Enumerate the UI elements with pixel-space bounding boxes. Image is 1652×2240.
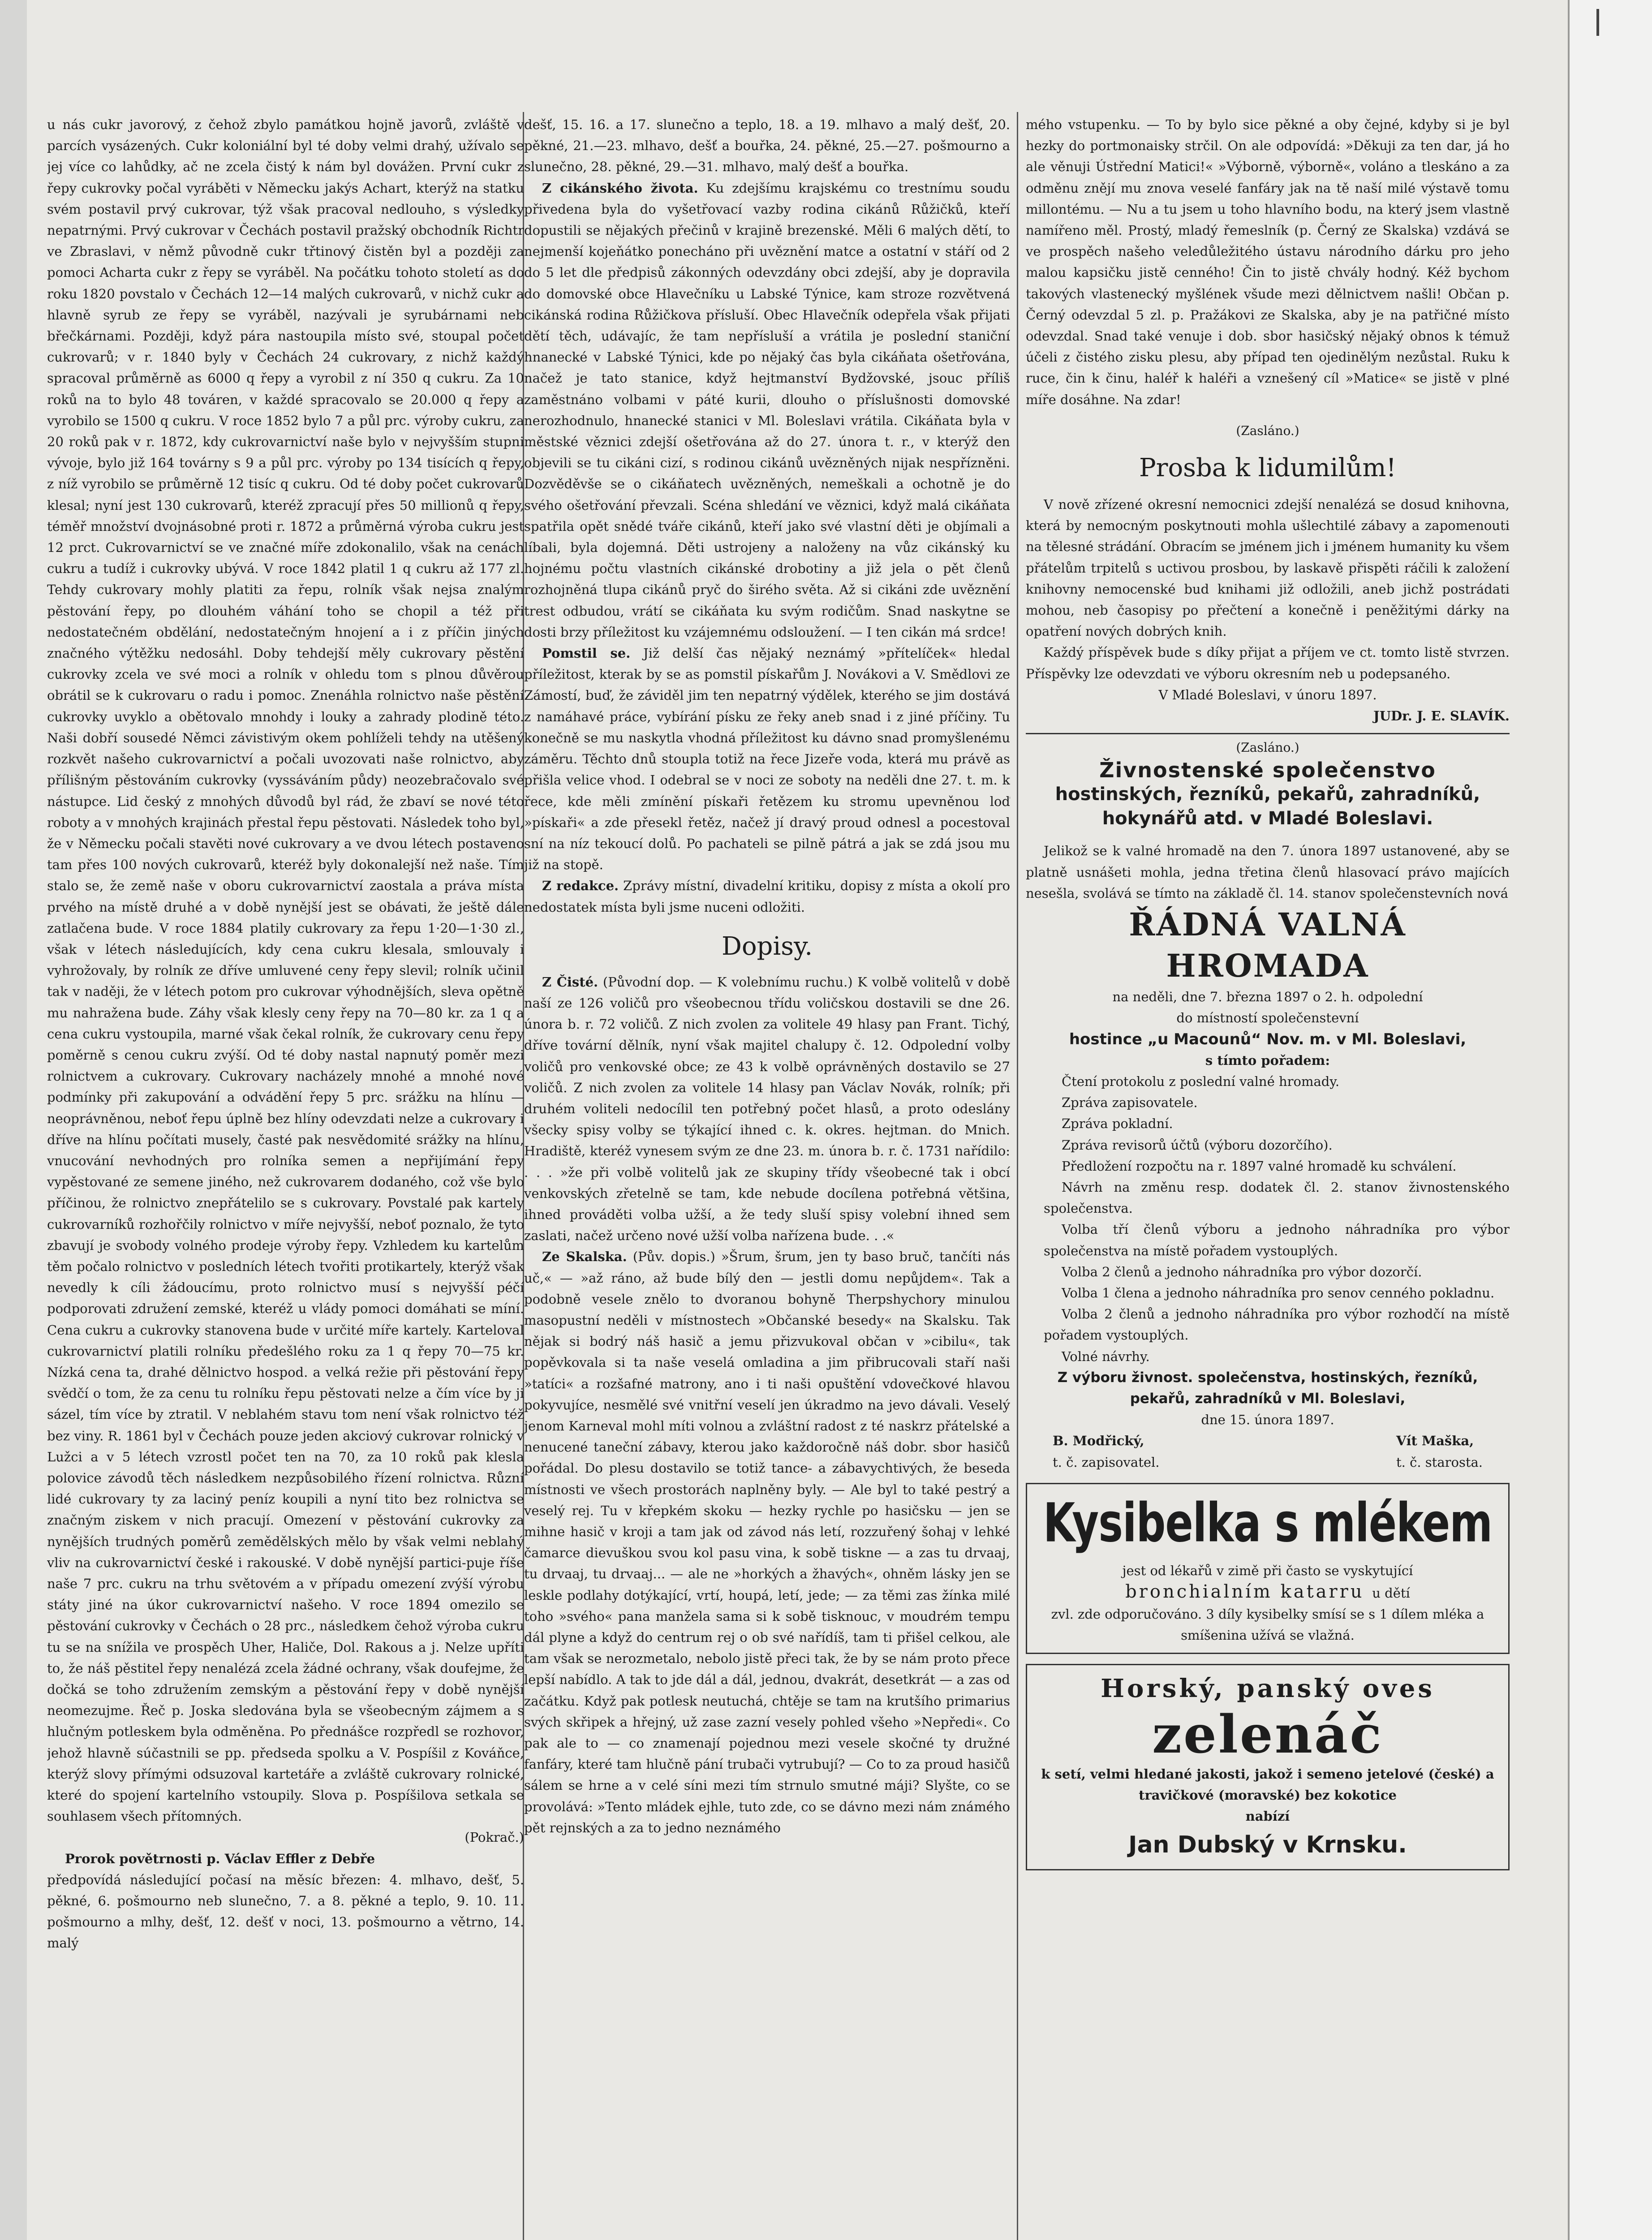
prosba-text-2: Každý příspěvek bude s díky přijat a příjem ve ct. tomto listě stvrzen. Příspěvky lze odevzdati ve výboru okresním neb u podepsaného. [1026, 645, 1510, 681]
signatures [1026, 1430, 1510, 1473]
kysibelka-line-3: u dětí [1372, 1585, 1410, 1601]
oves-heading: Horský, panský oves [1101, 1673, 1435, 1703]
page-margin-strip [1568, 0, 1652, 2240]
cikan-heading: Z cikánského života. [542, 180, 698, 196]
zaslano-label: (Zasláno.) [1236, 423, 1299, 438]
continued-note: (Pokrač.) [465, 1830, 524, 1845]
skalsko-heading: Ze Skalska. [542, 1249, 627, 1265]
kysibelka-line-2: bronchialním katarru [1125, 1581, 1364, 1602]
signature-role: t. č. zapisovatel. [1053, 1454, 1160, 1470]
signature-role: t. č. starosta. [1396, 1454, 1483, 1470]
sugar-article-text: u nás cukr javorový, z čehož zbylo památkou hojně javorů, zvláště v parcích vysázených. Cukr koloniální byl té doby velmi drahý, užívalo se jej více co lahůdky, ač ne zcela čistý k nám byl dovážen. První cukr z řepy cukrovky počal vyráběti v Německu jakýs Achart, kterýž na statku svém postavil prvý cukrovar, týž však pracoval nedlouho, s výsledky nepatrnými. Prvý cukrovar v Čechách postavil pražský obchodník Richtr ve Zbraslavi, v němž původně cukr třtinový čistěn byl a později za pomoci Acharta cukr z řepy se vyráběl. Na počátku tohoto století as do roku 1820 povstalo v Čechách 12—14 malých cukrovarů, v nichž cukr a hlavně syrub ze řepy se vyráběl, nazývali je syrubárnami neb břečkárnami. Později, když pára nastoupila místo své, stoupal počet cukrovarů; v r. 1840 byly v Čechách 24 cukrovary, z nichž každý spracoval průměrně as 6000 q řepy a vyrobil z ní 350 q cukru. Za 10 roků na to bylo 48 továren, v každé spracovalo se 20.000 q řepy a vyrobilo se 1500 q cukru. V roce 1852 bylo 7 a půl prc. výroby cukru, za 20 roků pak v r. 1872, kdy cukrovarnictví naše bylo v nejvyšším stupni vývoje, bylo již 164 továrny s 9 a půl prc. výroby po 134 tisících q řepy, z níž vyrobilo se průměrně 12 tisíc q cukru. Od té doby počet cukrovarů klesal; nyní jest 130 cukrovarů, kteréž zpracují přes 50 millionů q řepy, téměř množství dvojnásobné proti r. 1872 a průměrná výroba cukru jest 12 prct. Cukrovarnictví se ve značné míře zdokonalilo, však na cenách cukru a tudíž i cukrovky ubývá. V roce 1842 platil 1 q cukru až 177 zl. Tehdy cukrovary mohly platiti za řepu, rolník však nejsa znalým pěstování řepy, po dlouhém váhání toho se chopil a též při nedostatečném obdělání, nedostatečným hnojení a i z příčin jiných značného výtěžku nedosáhl. Doby tehdejší měly cukrovary pěstění cukrovky zcela ve své moci a rolník v ohledu tom s plnou důvěrou obrátil se k cukrovaru o radu i pomoc. Znenáhla rolnictvo naše pěstění cukrovky uvyklo a obětovalo mnohdy i louky a zahrady plodině této. Naši dobří sousedé Němci závistivým okem pohlíželi tehdy na utěšený rozkvět našeho cukrovarnictví a počali uvozovati naše rolnictvo, aby přílišným pěstováním cukrovky (vyssáváním půdy) neozebračovalo své nástupce. Lid český z mnohých důvodů byl rád, že zbaví se nové této roboty a v mnohých krajinách přestal řepu pěstovati. Následek toho byl, že v Německu počali stavěti nové cukrovary a ve dvou létech postaveno tam přes 100 nových cukrovarů, kteréž byly dokonalejší než naše. Tím stalo se, že země naše v oboru cukrovarnictví zaostala a práva místa prvého na místě druhé a v době nynější jest se obávati, že ještě dále zatlačena bude. V roce 1884 platily cukrovary za řepu 1·20—1·30 zl., však v létech následujících, kdy cena cukru klesala, smlouvaly i vyhrožovaly, by rolník ze dříve umluvené ceny řepy slevil; rolník učinil tak v naději, že v létech potom pro cukrovar výhodnějších, sleva opětně mu nahražena bude. Záhy však klesly ceny řepy na 70—80 kr. za 1 q a cena cukru vystoupila, marné však čekal rolník, že cukrovary cenu řepy poměrně s cenou cukru zvýší. Od té doby nastal napnutý poměr mezi rolnictvem a cukrovary. Cukrovary nacházely mnohé a mnohé nové podmínky při zakupování a odvádění řepy 5 prc. srážku na hlínu — neoprávněnou, neboť řepu úplně bez hlíny odevzdati nelze a cukrovary i dříve na hlínu počítati musely, časté pak nesvědomité srážky na hlínu, vnucování nevhodných pro rolníka semen a nepřijímání řepy vypěstované ze semene jiného, než cukrovarem dodaného, což vše bylo příčinou, že rolnictvo znepřátelilo se s cukrovary. Povstalé pak kartely cukrovarníků rozhořčily rolnictvo v míře nejvyšší, neboť poznalo, že tyto zbavují je svobody volného prodeje výroby řepy. Vzhledem ku kartelům těm počalo rolnictvo v posledních létech tvořiti protikartely, kterýž však nevedly k cíli žádoucímu, proto rolnictvo musí s nejvyšší péčí podporovati združení zemské, kteréž u vlády pomoci domáhati se míní. Cena cukru a cukrovky stanovena bude v určité míře kartely. Karteloval cukrovarnictví platili rolníku předešlého roku za 1 q řepy 70—75 kr. Nízká cena ta, drahé dělnictvo hospod. a velká režie při pěstování řepy svědčí o tom, že za cenu tu rolníku řepu pěstovati nelze a čím více by ji sázel, tím více by ztratil. V neblahém stavu tom není však rolnictvo též bez viny. R. 1861 byl v Čechách pouze jeden akciový cukrovar rolnický v Lužci a v 5 létech vzrostl počet ten na 70, za 10 roků pak klesla polovice závodů těch následkem nezpůsobilého řízení rolnictva. Různí lidé cukrovary ty za laciný peníz koupili a nyní tito bez rolnictva se značným ziskem v nich pracují. Omezení v pěstování cukrovky za nynějších trudných poměrů zemědělských mělo by však velmi neblahý vliv na cukrovarnictví české i rakouské. V době nynější partici-puje říše naše 7 prc. cukru na trhu světovém a v případu omezení zvýší výrobu státy jiné na úkor cukrovarnictví našeho. V roce 1894 omezilo se pěstování cukrovky v Čechách o 28 prc., následkem čehož výroba cukru tu se na snížila ve prospěch Uher, Haliče, Dol. Rakous a j. Nelze upříti to, že náš pěstitel řepy nenalézá zcela žádné ochrany, však doufejme, že dočká se toho združením zemským a pěstování řepy v době nynější neomezujme. Řeč p. Joska sledována byla se všeobecným zájmem a s hlučným potleskem byla odměněna. Po přednášce rozpředl se rozhovor, jehož hlavně súčastnili se pp. předseda spolku a V. Pospíšil z Kováňce, kterýž slovy přímými odsuzoval kartetáře a zvláště cukrovary rolnické, které do spojení kartelního vstoupily. Slova p. Pospíšilova setkala se souhlasem všech přítomných. [47, 117, 524, 1824]
oves-title: zelenáč [1152, 1704, 1383, 1765]
meeting-venue-intro: do místností společenstevní [1176, 1010, 1359, 1026]
prosba-text: V nově zřízené okresní nemocnici zdejší nenalézá se dosud knihovna, která by nemocným poskytnouti mohla ušlechtilé zábavy a zapomenouti na tělesné strádání. Obracím se jménem jich i jménem humanity ku všem přátelům trpitelů s uctivou prosbou, by laskavě přispěti ráčili k založení knihovny nemocenské bud knihami již odložili, aneb jichž postrádati mohou, neb časopisy po přečtení a konečně i peněžitými dárky na opatření nových dobrých knih. [1026, 497, 1510, 639]
margin-mark [1596, 9, 1599, 36]
oves-text: k setí, velmi hledané jakosti, jakož i semeno jetelové (české) a travičkové (moravské) bez kokotice [1041, 1766, 1494, 1803]
cista-heading: Z Čisté. [542, 974, 598, 990]
agenda-item: Zpráva pokladní. [1062, 1116, 1173, 1132]
agenda-item: Volba 1 člena a jednoho náhradníka pro senov cenného pokladnu. [1062, 1285, 1495, 1301]
column-2 [524, 114, 1010, 2240]
spolecenstvo-subheading: hostinských, řezníků, pekařů, zahradníků, hokynářů atd. v Mladé Boleslavi. [1055, 784, 1480, 829]
column-3 [1026, 114, 1510, 2240]
agenda-item: Volné návrhy. [1062, 1348, 1150, 1364]
oves-seller: Jan Dubský v Krnsku. [1128, 1831, 1407, 1859]
column-rule [1017, 112, 1018, 2240]
pomstil-heading: Pomstil se. [542, 646, 631, 661]
zaslano-label: (Zasláno.) [1236, 740, 1299, 755]
agenda-item: Zpráva revisorů účtů (výboru dozorčího). [1062, 1137, 1333, 1153]
redakce-text: Zprávy místní, divadelní kritiku, dopisy z místa a okolí pro nedostatek místa byli jsme nuceni odložiti. [524, 878, 1010, 915]
agenda-item: Volba 2 členů a jednoho náhradníka pro výbor dozorčí. [1062, 1264, 1422, 1279]
skalsko-text: (Pův. dopis.) »Šrum, šrum, jen ty baso bruč, tančíti nás uč,« — »až ráno, až bude bílý den — jestli domu nepůjdem«. Tak a podobně vesele znělo to dvoranou bohyně Therpshychory minulou masopustní neděli v místnostech »Občanské besedy« na Skalsku. Tak nějak si bodrý náš hasič a jemu přizvukoval občan v »cibilu«, tak popěvkovala si ta naše veselá omladina a jim přibrucovali staří naši »tatíci« a rozšafné matrony, ano i ti naši opuštění vdovečkové hlavou pokyvujíce, nesmělé své vnitřní veselí jen úkradmo na jevo dávali. Veselý jenom Karneval mohl míti volnou a zvláštní radost z té naskrz přátelské a nenucené taneční zábavy, kterou jako každoročně náš dobr. sbor hasičů pořádal. Do plesu dostavilo se totiž tance- a zábavychtivých, že beseda místnosti ve všech prostorách naplněny byly. — Ale byl to také pestrý a veselý rej. Tu v křepkém skoku — hezky rychle po hasičsku — jen se mihne hasič v kroji a tam jak od závod nás letí, rozzuřený šohaj v lehké čamarce dievuškou svou kol pasu vina, k sobě tiskne — a zas tu drvaaj, tu drvaaj, tu drvaaj... — ale ne »horkých a žhavých«, ohněm lásky jen se leskle podlahy dotýkající, vrtí, houpá, letí, jede; — za těmi zas žínka milé toho »svého« pana manžela sama si k sobě tisknouc, v moudrém tempu dál plyne a když do centrum rej o ob své nařídíš, tam ti přišel celkou, ale tam však se nerozmetalo, nebolo jistě přeci tak, že by se nám proto přece lepší nabídlo. A tak to jde dál a dál, jednou, dvakrát, desetkrát — a zas od začátku. Když pak potlesk neutuchá, chtěje se tam na krutšího primarius svých skřipek a hřejný, už zase zazní vesely pohled všeho »Nepředi«. Co pak ale to — co znamenají pojednou mezi vesele skočné ty družné fanfáry, které tam hlučně pání trubači vytrubují? — Co to za proud hasičů sálem se hrne a v celé síni mezi tím strnulo smutné máji? Slyšte, co se provolává: »Tento mládek ejhle, tuto zde, co se dávno mezi nám známého pět rejnských a za to jedno neznámého [524, 1249, 1010, 1835]
dopisy-heading: Dopisy. [721, 931, 813, 961]
prorok-text: předpovídá následující počasí na měsíc březen: 4. mlhavo, dešť, 5. pěkné, 6. pošmourno neb slunečno, 7. a 8. pěkné a teplo, 9. 10. 11. pošmourno a mlhy, dešť, 12. dešť v noci, 13. pošmourno a větrno, 14. malý [47, 1872, 524, 1951]
kysibelka-line-1: jest od lékařů v zimě při často se vyskytující [1122, 1563, 1413, 1578]
divider [1026, 733, 1510, 734]
cikan-text: Ku zdejšímu krajskému co trestnímu soudu přivedena byla do vyšetřovací vazby rodina cikánů Růžičků, kteří dopustili se nějakých přečinů v krajině brezenské. Měli 6 malých dětí, to nejmenší kojeňátko ponecháno při uvěznění matce a ostatní v stáří od 2 do 5 let dle předpisů zákonných odevzdány obci zdejší, aby je dopravila do domovské obce Hlavečníku u Labské Týnice, kam stroze rozvětvená cikánská rodina Růžičkova přísluší. Obec Hlavečník odepřela však přijati dětí těch, udávajíc, že tam nepřísluší a vrátila je poslední staniční hnanecké v Labské Týnici, kde po nějaký čas byla cikáňata ošetřována, načež je tato stanice, když hejtmanství Bydžovské, jsouc příliš zaměstnáno volbami v páté kurii, dlouho o příslušnosti domovské nerozhodnulo, hnanecké stanici v Ml. Boleslavi vrátila. Cikáňata byla v městské věznici zdejší ošetřována až do 27. února t. r., v kterýž den objevili se tu cikáni cizí, s rodinou cikánů uvězněných nijak nespřízněni. Dozvěděvše se o cikáňatech uvězněných, nemeškali a ochotně je do svého ošetřování převzali. Scéna shledání ve věznici, když malá cikáňata spatřila opět snědé tváře cikánů, kteří jako své vlastní děti je objímali a líbali, byla dojemná. Děti ustrojeny a naloženy na vůz cikánský ku hojnému počtu vlastních cikánské drobotiny a již jela o pět členů rozhojněná tlupa cikánů pryč do širého světa. Až si cikáni zde uvěznění trest odbudou, vrátí se cikáňata ku svým rodičům. Snad naskytne se dosti brzy příležitost ku vzájemnému odsloužení. — I ten cikán má srdce! [524, 180, 1010, 640]
oves-ad [1026, 1664, 1510, 1871]
prosba-signature: JUDr. J. E. SLAVÍK. [1373, 708, 1510, 724]
pomstil-text: Již delší čas nějaký neznámý »přítelíček« hledal příležitost, kterak by se as pomstil pískařům J. Novákovi a V. Smědlovi ze Zámostí, buď, že záviděl jim ten nepatrný výdělek, kterého se jim dostává z namáhavé práce, vybírání písku ze řeky aneb snad i z jiné příčiny. Tu konečně se mu naskytla vhodná příležitost ku dávno snad promyšlenému záměru. Těchto dnů stoupla totiž na řece Jizeře voda, která mu právě as přišla velice vhod. I odebral se v noci ze soboty na neděli dne 27. t. m. k řece, kde měli zmínění pískaři řetězem ku stromu upevněnou loď »pískaři« a zde přesekl řetěz, načež jí dravý proud odnesl a pocestoval sní na níz tekoucí dolů. Po pachateli se pilně pátrá a jak se zdá jsou mu již na stopě. [524, 646, 1010, 873]
prosba-place-date: V Mladé Boleslavi, v únoru 1897. [1158, 687, 1377, 702]
signature-name: B. Modřický, [1053, 1433, 1144, 1449]
meeting-venue: hostince „u Macounů“ Nov. m. v Ml. Boleslavi, [1069, 1030, 1467, 1048]
committee-line: Z výboru živnost. společenstva, hostinských, řezníků, pekařů, zahradníků v Ml. Boleslavi, [1057, 1369, 1478, 1407]
cista-text: (Původní dop. — K volebnímu ruchu.) K volbě volitelů v době naší ze 126 voličů pro všeobecnou třídu voličskou dostavili se dne 26. února b. r. 72 voličů. Z nich zvolen za volitele 49 hlasy pan Frant. Tichý, dříve tovární dělník, nyní však majitel chalupy č. 12. Odpolední volby voličů pro venkovské obce; ze 43 k volbě oprávněných dostavilo se 27 voličů. Z nich zvolen za volitele 14 hlasy pan Václav Novák, rolník; při druhém voliteli nedocílil ten potřebný počet hlasů, a proto odeslány všecky spisy volby se týkající ihned c. k. okres. hejtman. do Mnich. Hradiště, kteréž vynesem svým ze dne 23. m. února b. r. č. 1731 nařídilo: . . . »že při volbě volitelů jak ze skupiny třídy všeobecné tak i obcí venkovských zřetelně se tam, kde nebude docílena potřebná většina, ihned prováděti volba užší, a že tedy sluší spisy volební ihned sem zaslati, načež určeno nové užší volba nařízena bude. . .« [524, 974, 1010, 1244]
radna-heading: ŘÁDNÁ VALNÁ HROMADA [1129, 906, 1407, 985]
agenda-item: Předložení rozpočtu na r. 1897 valné hromadě ku schválení. [1062, 1158, 1457, 1174]
meeting-date: na neděli, dne 7. března 1897 o 2. h. odpolední [1112, 989, 1423, 1005]
signature-name: Vít Maška, [1396, 1433, 1474, 1449]
agenda-item: Čtení protokolu z poslední valné hromady. [1062, 1073, 1340, 1089]
agenda-item: Návrh na změnu resp. dodatek čl. 2. stanov živnostenského společenstva. [1044, 1179, 1510, 1216]
agenda-list [1026, 1071, 1510, 1367]
prosba-heading: Prosba k lidumilům! [1139, 453, 1396, 483]
kysibelka-line-4: zvl. zde odporučováno. 3 díly kysibelky smísí se s 1 dílem mléka a smíšenina užívá se vlažná. [1051, 1607, 1484, 1643]
oves-offers: nabízí [1245, 1808, 1290, 1824]
column-1 [47, 114, 524, 2240]
redakce-heading: Z redakce. [542, 878, 619, 894]
committee-date: dne 15. února 1897. [1201, 1412, 1334, 1428]
prorok-heading: Prorok povětrnosti p. Václav Effler z Debře [65, 1851, 375, 1866]
agenda-item: Zpráva zapisovatele. [1062, 1095, 1198, 1111]
spolecenstvo-text: Jelikož se k valné hromadě na den 7. února 1897 ustanovené, aby se platně usnášeti mohla, jedna třetina členů hlasovací právo majících nesešla, svolává se tímto na základě čl. 14. stanov společenstevních nová [1026, 843, 1510, 901]
newspaper-page [27, 0, 1568, 2240]
weather-continued: dešť, 15. 16. a 17. slunečno a teplo, 18. a 19. mlhavo a malý dešť, 20. pěkné, 21.—23. mlhavo, dešť a bouřka, 24. pěkné, 25.—27. pošmourno a slunečno, 28. pěkné, 29.—31. mlhavo, malý dešť a bouřka. [524, 117, 1010, 175]
spolecenstvo-heading: Živnostenské společenstvo [1099, 758, 1436, 783]
kysibelka-title: Kysibelka s mlékem [1043, 1491, 1493, 1554]
skalsko-continued: mého vstupenku. — To by bylo sice pěkné a oby čejné, kdyby si je byl hezky do portmonaisky strčil. On ale odpovídá: »Děkuji za ten dar, já ho ale věnuji Ústřední Matici!« »Výborně, výborně«, voláno a tleskáno a za odměnu znějí mu znova veselé fanfáry jak na tě naší milé výstavě tomu millontému. — Nu a tu jsem u toho hlavního bodu, na který jsem vlastně namířeno měl. Prostý, mladý řemeslník (p. Černý ze Skalska) vzdává se ve prospěch našeho veledůležitého ústavu národního dárku pro jeho malou kapsičku jistě cenného! Čin to jistě chvály hodný. Kéž bychom takových vlastenecký myšlének všude mezi dělnictvem našli! Občan p. Černý odevzdal 5 zl. p. Pražákovi ze Skalska, aby je na patřičné místo odevzdal. Snad také venuje i dob. sbor hasičský nějaký obnos k témuž účeli z čistého zisku plesu, aby případ ten ojedinělým nezůstal. Ruku k ruce, čin k činu, haléř k haléři a vznešený cíl »Matice« se jistě v plné míře dosáhne. Na zdar! [1026, 117, 1510, 407]
agenda-item: Volba tří členů výboru a jednoho náhradníka pro výbor společenstva na místě pořadem vystouplých. [1044, 1222, 1510, 1258]
agenda-item: Volba 2 členů a jednoho náhradníka pro výbor rozhodčí na místě pořadem vystouplých. [1044, 1306, 1510, 1343]
agenda-heading: s tímto pořadem: [1205, 1052, 1330, 1068]
kysibelka-ad [1026, 1483, 1510, 1654]
